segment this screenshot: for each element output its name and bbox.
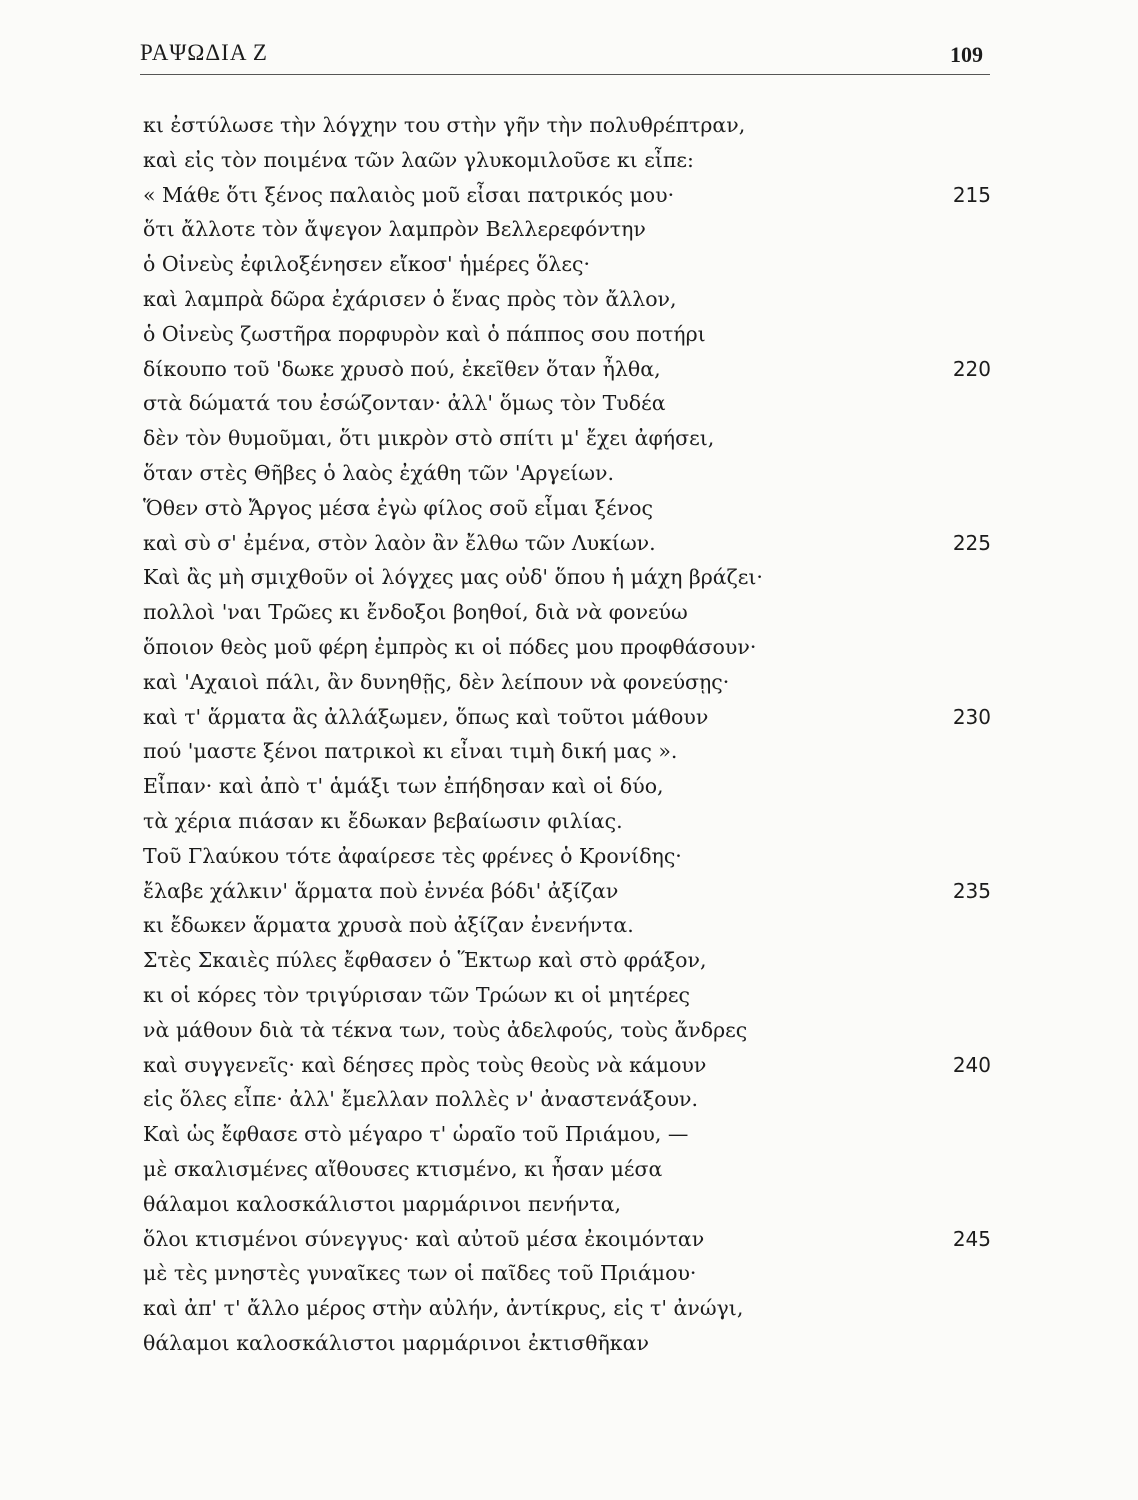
verse-text: στὰ δώματά του ἐσώζονταν· ἀλλ' ὅμως τὸν Τυδέα — [143, 391, 666, 416]
verse-line — [143, 978, 993, 1013]
verse-text: δίκουπο τοῦ 'δωκε χρυσὸ πού, ἐκεῖθεν ὅταν ἦλθα, — [143, 356, 661, 381]
verse-text: πολλοὶ 'ναι Τρῶες κι ἔνδοξοι βοηθοί, διὰ νὰ φονεύω — [143, 600, 688, 625]
verse-line — [143, 1291, 993, 1326]
verse-text: ἔλαβε χάλκιν' ἅρματα ποὺ ἐννέα βόδι' ἀξίζαν — [143, 878, 619, 903]
verse-text: κι οἱ κόρες τὸν τριγύρισαν τῶν Τρώων κι οἱ μητέρες — [143, 982, 690, 1007]
verse-text: εἰς ὅλες εἶπε· ἀλλ' ἔμελλαν πολλὲς ν' ἀναστενάξουν. — [143, 1087, 699, 1112]
verse-text: καὶ συγγενεῖς· καὶ δέησες πρὸς τοὺς θεοὺς νὰ κάμουν — [143, 1052, 707, 1077]
verse-line — [143, 1187, 993, 1222]
verse-text: δὲν τὸν θυμοῦμαι, ὅτι μικρὸν στὸ σπίτι μ' ἔχει ἀφήσει, — [143, 426, 715, 451]
verse-line — [143, 212, 993, 247]
verse-line — [143, 1222, 993, 1257]
verse-number: 235 — [952, 878, 991, 903]
verse-line — [143, 908, 993, 943]
verse-line — [143, 1048, 993, 1083]
verse-line — [143, 282, 993, 317]
verse-text: καὶ σὺ σ' ἐμένα, στὸν λαὸν ἂν ἔλθω τῶν Λυκίων. — [143, 530, 656, 555]
verse-line — [143, 143, 993, 178]
verse-text: τὰ χέρια πιάσαν κι ἔδωκαν βεβαίωσιν φιλίας. — [143, 808, 623, 833]
verse-line — [143, 560, 993, 595]
verse-line — [143, 352, 993, 387]
verse-line — [143, 734, 993, 769]
verse-line — [143, 665, 993, 700]
verse-line — [143, 1117, 993, 1152]
verse-text: μὲ τὲς μνηστὲς γυναῖκες των οἱ παῖδες τοῦ Πριάμου· — [143, 1261, 697, 1286]
verse-text: μὲ σκαλισμένες αἴθουσες κτισμένο, κι ἦσαν μέσα — [143, 1156, 663, 1181]
verse-line — [143, 178, 993, 213]
verse-line — [143, 1326, 993, 1361]
verse-text: καὶ 'Αχαιοὶ πάλι, ἂν δυνηθῇς, δὲν λείπουν νὰ φονεύσῃς· — [143, 669, 730, 694]
verse-text: ὁ Οἰνεὺς ἐφιλοξένησεν εἴκοσ' ἡμέρες ὅλες· — [143, 252, 591, 277]
verse-number: 245 — [952, 1226, 991, 1251]
verse-text: ὅταν στὲς Θῆβες ὁ λαὸς ἐχάθη τῶν 'Αργείων. — [143, 460, 614, 485]
verse-line — [143, 456, 993, 491]
verse-number: 220 — [952, 356, 991, 381]
verse-text: θάλαμοι καλοσκάλιστοι μαρμάρινοι ἐκτισθῆκαν — [143, 1330, 649, 1355]
running-head: ΡΑΨΩΔΙΑ Ζ — [140, 40, 268, 65]
verse-text: καὶ ἀπ' τ' ἄλλο μέρος στὴν αὐλήν, ἀντίκρυς, εἰς τ' ἀνώγι, — [143, 1296, 744, 1321]
verse-number: 240 — [952, 1052, 991, 1077]
verse-line — [143, 1082, 993, 1117]
poem-text — [143, 108, 993, 1361]
verse-text: ὅτι ἄλλοτε τὸν ἄψεγον λαμπρὸν Βελλερεφόντην — [143, 217, 646, 242]
verse-line — [143, 421, 993, 456]
verse-line — [143, 1152, 993, 1187]
verse-line — [143, 839, 993, 874]
verse-line — [143, 386, 993, 421]
verse-line — [143, 700, 993, 735]
verse-line — [143, 630, 993, 665]
verse-text: Στὲς Σκαιὲς πύλες ἔφθασεν ὁ Ἕκτωρ καὶ στὸ φράξον, — [143, 948, 707, 973]
header-rule — [140, 74, 990, 75]
verse-text: Τοῦ Γλαύκου τότε ἀφαίρεσε τὲς φρένες ὁ Κρονίδης· — [143, 843, 682, 868]
verse-line — [143, 874, 993, 909]
verse-text: Ὅθεν στὸ Ἄργος μέσα ἐγὼ φίλος σοῦ εἶμαι ξένος — [143, 495, 653, 520]
verse-line — [143, 595, 993, 630]
verse-line — [143, 1013, 993, 1048]
verse-line — [143, 491, 993, 526]
verse-text: Καὶ ἂς μὴ σμιχθοῦν οἱ λόγχες μας οὐδ' ὅπου ἡ μάχη βράζει· — [143, 565, 763, 590]
verse-line — [143, 247, 993, 282]
verse-line — [143, 1256, 993, 1291]
page-number: 109 — [950, 42, 983, 67]
verse-number: 225 — [952, 530, 991, 555]
verse-text: καὶ τ' ἅρματα ἂς ἀλλάξωμεν, ὅπως καὶ τοῦτοι μάθουν — [143, 704, 709, 729]
verse-text: ὅλοι κτισμένοι σύνεγγυς· καὶ αὐτοῦ μέσα ἐκοιμόνταν — [143, 1226, 705, 1251]
verse-text: κι ἐστύλωσε τὴν λόγχην του στὴν γῆν τὴν πολυθρέπτραν, — [143, 113, 746, 137]
verse-number: 230 — [952, 704, 991, 729]
verse-line — [143, 108, 993, 143]
verse-text: καὶ εἰς τὸν ποιμένα τῶν λαῶν γλυκομιλοῦσε κι εἶπε: — [143, 147, 694, 172]
verse-text: Καὶ ὡς ἔφθασε στὸ μέγαρο τ' ὡραῖο τοῦ Πριάμου, — — [143, 1122, 689, 1147]
verse-line — [143, 943, 993, 978]
verse-text: Εἶπαν· καὶ ἀπὸ τ' ἁμάξι των ἐπήδησαν καὶ οἱ δύο, — [143, 774, 664, 799]
verse-text: θάλαμοι καλοσκάλιστοι μαρμάρινοι πενήντα, — [143, 1191, 621, 1216]
verse-text: κι ἔδωκεν ἅρματα χρυσὰ ποὺ ἀξίζαν ἐνενήντα. — [143, 913, 634, 938]
verse-text: καὶ λαμπρὰ δῶρα ἐχάρισεν ὁ ἕνας πρὸς τὸν ἄλλον, — [143, 286, 677, 311]
verse-line — [143, 317, 993, 352]
verse-line — [143, 769, 993, 804]
verse-line — [143, 804, 993, 839]
verse-text: νὰ μάθουν διὰ τὰ τέκνα των, τοὺς ἀδελφούς, τοὺς ἄνδρες — [143, 1017, 748, 1042]
verse-text: « Μάθε ὅτι ξένος παλαιὸς μοῦ εἶσαι πατρικός μου· — [143, 182, 675, 207]
verse-text: ὁ Οἰνεὺς ζωστῆρα πορφυρὸν καὶ ὁ πάππος σου ποτήρι — [143, 321, 706, 346]
verse-text: ὅποιον θεὸς μοῦ φέρη ἐμπρὸς κι οἱ πόδες μου προφθάσουν· — [143, 634, 757, 659]
verse-number: 215 — [952, 182, 991, 207]
verse-line — [143, 526, 993, 561]
verse-text: πού 'μαστε ξένοι πατρικοὶ κι εἶναι τιμὴ δική μας ». — [143, 739, 678, 764]
